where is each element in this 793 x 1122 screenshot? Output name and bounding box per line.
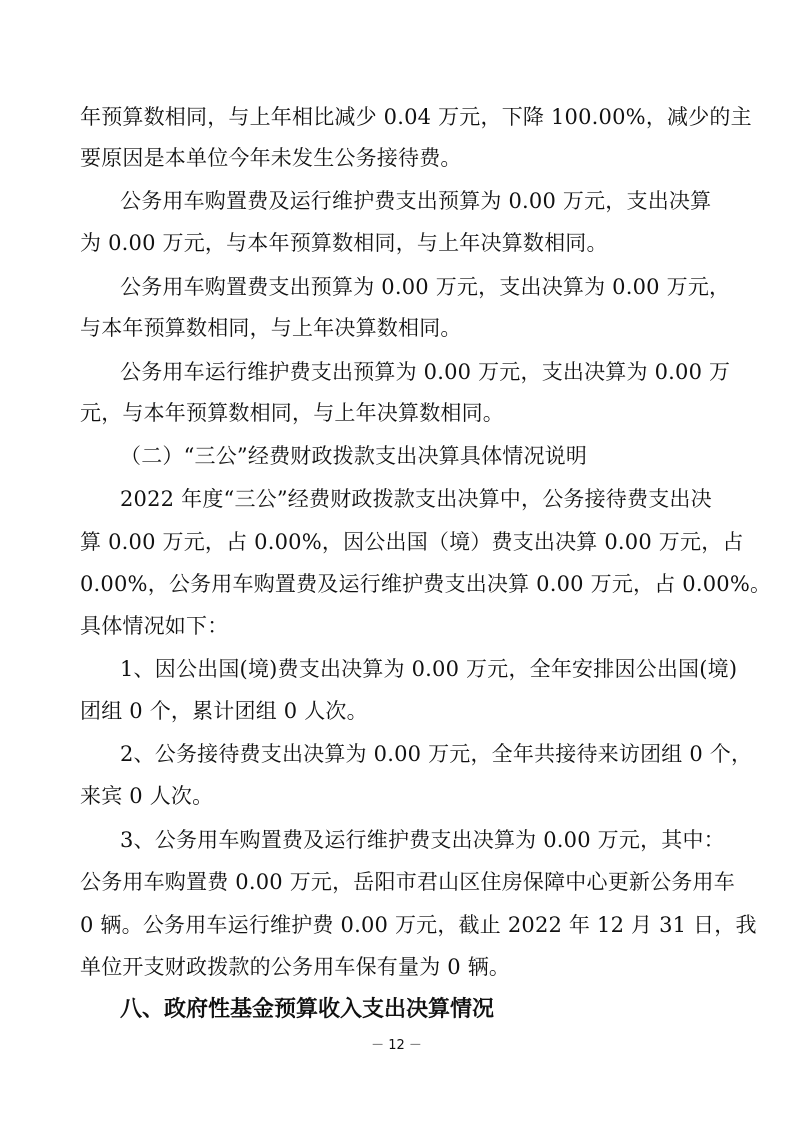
paragraph-line: 公务用车购置费支出预算为 0.00 万元，支出决算为 0.00 万元，: [120, 275, 731, 299]
paragraph-line: 公务用车购置费 0.00 万元，岳阳市君山区住房保障中心更新公务用车: [80, 870, 735, 894]
paragraph-line: 3、公务用车购置费及运行维护费支出决算为 0.00 万元，其中：: [120, 828, 725, 852]
paragraph-line: 0.00%，公务用车购置费及运行维护费支出决算 0.00 万元，占 0.00%。: [80, 572, 772, 596]
paragraph-line: 1、因公出国(境)费支出决算为 0.00 万元，全年安排因公出国(境): [120, 657, 738, 681]
paragraph-line: 公务用车购置费及运行维护费支出预算为 0.00 万元，支出决算: [120, 189, 712, 213]
paragraph-line: 具体情况如下：: [80, 614, 229, 638]
paragraph-line: 要原因是本单位今年未发生公务接待费。: [80, 146, 462, 170]
paragraph-line: 单位开支财政拨款的公务用车保有量为 0 辆。: [80, 955, 511, 979]
paragraph-line: 团组 0 个，累计团组 0 人次。: [80, 699, 368, 723]
paragraph-line: 公务用车运行维护费支出预算为 0.00 万元，支出决算为 0.00 万: [120, 360, 731, 384]
paragraph-line: 0 辆。公务用车运行维护费 0.00 万元，截止 2022 年 12 月 31 日，我: [80, 913, 757, 937]
paragraph-line: 与本年预算数相同，与上年决算数相同。: [80, 316, 462, 340]
section-heading: 八、政府性基金预算收入支出决算情况: [120, 997, 495, 1022]
paragraph-line: 元，与本年预算数相同，与上年决算数相同。: [80, 401, 504, 425]
paragraph-line: 2、公务接待费支出决算为 0.00 万元，全年共接待来访团组 0 个，: [120, 742, 753, 766]
paragraph-line: 2022 年度“三公”经费财政拨款支出决算中，公务接待费支出决: [120, 487, 712, 511]
subsection-title: （二）“三公”经费财政拨款支出决算具体情况说明: [120, 444, 588, 468]
paragraph-line: 来宾 0 人次。: [80, 784, 214, 808]
paragraph-line: 为 0.00 万元，与本年预算数相同，与上年决算数相同。: [80, 231, 608, 255]
paragraph-line: 年预算数相同，与上年相比减少 0.04 万元，下降 100.00%，减少的主: [80, 105, 752, 129]
paragraph-line: 算 0.00 万元，占 0.00%，因公出国（境）费支出决算 0.00 万元，占: [80, 530, 744, 554]
page-number: － 12 －: [371, 1038, 422, 1053]
